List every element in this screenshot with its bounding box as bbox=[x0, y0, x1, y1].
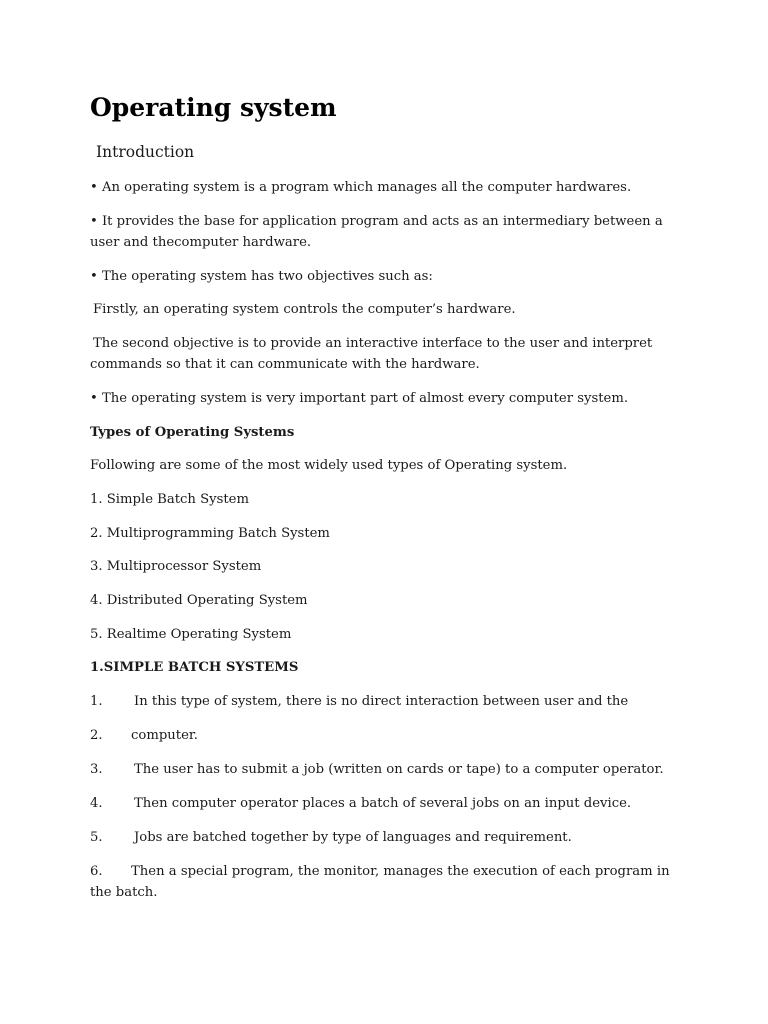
batch-item-text: In this type of system, there is no direct interaction between user and the bbox=[134, 694, 629, 709]
batch-list-item-4 bbox=[90, 793, 680, 814]
types-list-item-3: 3. Multiprocessor System bbox=[90, 559, 262, 574]
intro-bullet-3: • The operating system has two objectives such as: bbox=[90, 269, 433, 284]
batch-heading: 1.SIMPLE BATCH SYSTEMS bbox=[90, 660, 299, 675]
intro-objective-1: Firstly, an operating system controls the computer’s hardware. bbox=[93, 302, 516, 317]
batch-list-item-1 bbox=[90, 691, 680, 712]
batch-item-number: 5. bbox=[90, 830, 103, 845]
batch-item-number: 4. bbox=[90, 796, 103, 811]
batch-item-text: computer. bbox=[131, 728, 198, 743]
document-title: Operating system bbox=[90, 93, 337, 122]
batch-item-number: 3. bbox=[90, 762, 103, 777]
batch-item-number: 1. bbox=[90, 694, 103, 709]
intro-bullet-1: • An operating system is a program which manages all the computer hardwares. bbox=[90, 180, 632, 195]
batch-item-text: Jobs are batched together by type of languages and requirement. bbox=[134, 830, 572, 845]
intro-bullet-2: • It provides the base for application program and acts as an intermediary between a user and thecomputer hardware. bbox=[90, 214, 663, 250]
types-heading: Types of Operating Systems bbox=[90, 425, 295, 440]
batch-item-number: 6. bbox=[90, 864, 103, 879]
batch-item-text: Then computer operator places a batch of several jobs on an input device. bbox=[134, 796, 632, 811]
types-list-item-4: 4. Distributed Operating System bbox=[90, 593, 308, 608]
batch-list-item-5 bbox=[90, 827, 680, 848]
section-subtitle-introduction: Introduction bbox=[96, 143, 195, 161]
batch-item-number: 2. bbox=[90, 728, 103, 743]
types-list-item-2: 2. Multiprogramming Batch System bbox=[90, 526, 330, 541]
batch-list-item-2 bbox=[90, 725, 680, 746]
batch-list-item-6 bbox=[90, 861, 680, 903]
batch-list-item-3 bbox=[90, 759, 680, 780]
intro-bullet-4: • The operating system is very important part of almost every computer system. bbox=[90, 391, 629, 406]
batch-item-text: The user has to submit a job (written on cards or tape) to a computer operator. bbox=[134, 762, 664, 777]
intro-objective-2: The second objective is to provide an interactive interface to the user and interpret commands so that it can communicate with the hardware. bbox=[90, 336, 653, 372]
types-list-item-1: 1. Simple Batch System bbox=[90, 492, 249, 507]
batch-item-text: Then a special program, the monitor, manages the execution of each program in the batch. bbox=[90, 864, 670, 900]
types-list-item-5: 5. Realtime Operating System bbox=[90, 627, 292, 642]
types-intro: Following are some of the most widely used types of Operating system. bbox=[90, 458, 568, 473]
